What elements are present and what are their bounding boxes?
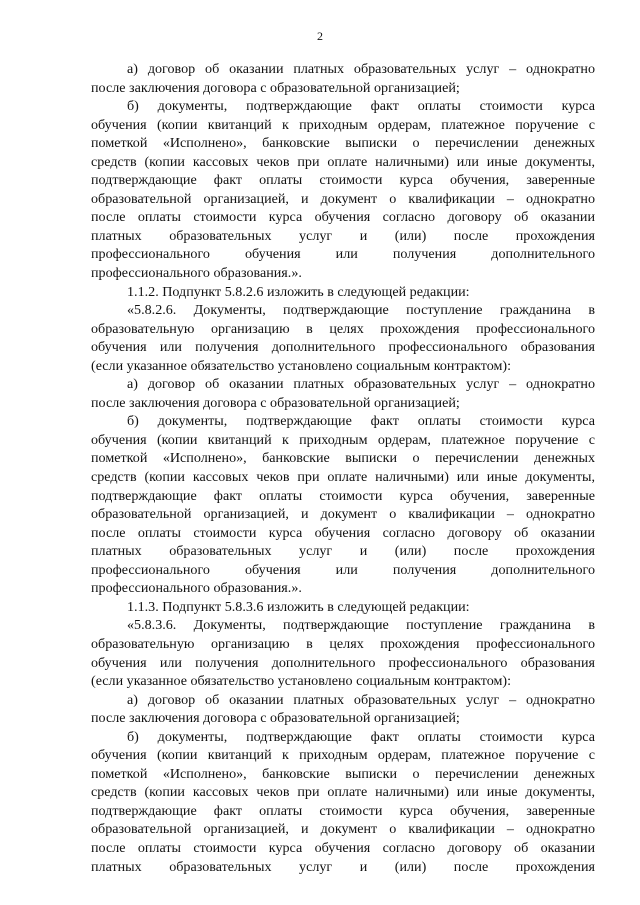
text-line: (если указанное обязательство установлено социальным контрактом): [91,673,512,690]
text-line: «5.8.3.6. Документы, подтверждающие поступление гражданина в [127,617,595,634]
text-line: б) документы, подтверждающие факт оплаты стоимости курса [127,98,595,115]
text-line: 1.1.2. Подпункт 5.8.2.6 изложить в следующей редакции: [127,283,470,300]
text-line: пометкой «Исполнено», банковские выписки о перечислении денежных [91,765,595,782]
text-line: профессионального образования.». [91,265,302,282]
text-line: профессионального обучения или получения дополнительного [91,246,595,263]
text-line: «5.8.2.6. Документы, подтверждающие поступление гражданина в [127,302,595,319]
text-line: образовательную организацию в целях прохождения профессионального [91,320,595,337]
text-line: образовательной организацией, и документ о квалификации – однократно [91,821,595,838]
text-line: б) документы, подтверждающие факт оплаты стоимости курса [127,413,595,430]
text-line: после заключения договора с образовательной организацией; [91,79,460,96]
text-line: подтверждающие факт оплаты стоимости курса обучения, заверенные [91,802,595,819]
text-line: обучения (копии квитанций к приходным ордерам, платежное поручение с [91,747,595,764]
text-line: а) договор об оказании платных образовательных услуг – однократно [127,376,595,393]
text-line: обучения (копии квитанций к приходным ордерам, платежное поручение с [91,116,595,133]
text-line: образовательной организацией, и документ о квалификации – однократно [91,190,595,207]
text-line: а) договор об оказании платных образовательных услуг – однократно [127,691,595,708]
text-line: образовательную организацию в целях прохождения профессионального [91,635,595,652]
text-line: профессионального образования.». [91,580,302,597]
text-line: 1.1.3. Подпункт 5.8.3.6 изложить в следующей редакции: [127,598,470,615]
document-body [91,60,595,876]
text-line: обучения или получения дополнительного профессионального образования [91,654,595,671]
text-line: образовательной организацией, и документ о квалификации – однократно [91,506,595,523]
text-line: платных образовательных услуг и (или) после прохождения [91,858,595,875]
text-line: подтверждающие факт оплаты стоимости курса обучения, заверенные [91,487,595,504]
text-line: после оплаты стоимости курса обучения согласно договору об оказании [91,839,595,856]
text-line: средств (копии кассовых чеков при оплате наличными) или иные документы, [91,784,595,801]
text-line: пометкой «Исполнено», банковские выписки о перечислении денежных [91,450,595,467]
text-line: обучения (копии квитанций к приходным ордерам, платежное поручение с [91,431,595,448]
text-line: (если указанное обязательство установлено социальным контрактом): [91,357,512,374]
text-line: после заключения договора с образовательной организацией; [91,710,460,727]
text-line: после заключения договора с образовательной организацией; [91,394,460,411]
text-line: после оплаты стоимости курса обучения согласно договору об оказании [91,209,595,226]
text-line: платных образовательных услуг и (или) после прохождения [91,227,595,244]
page-number: 2 [317,29,323,43]
text-line: подтверждающие факт оплаты стоимости курса обучения, заверенные [91,172,595,189]
text-line: а) договор об оказании платных образовательных услуг – однократно [127,61,595,77]
text-line: пометкой «Исполнено», банковские выписки о перечислении денежных [91,135,595,152]
text-line: средств (копии кассовых чеков при оплате наличными) или иные документы, [91,153,595,170]
text-line: б) документы, подтверждающие факт оплаты стоимости курса [127,728,595,745]
text-line: средств (копии кассовых чеков при оплате наличными) или иные документы, [91,469,595,486]
text-line: после оплаты стоимости курса обучения согласно договору об оказании [91,524,595,541]
text-line: платных образовательных услуг и (или) после прохождения [91,543,595,560]
text-line: обучения или получения дополнительного профессионального образования [91,339,595,356]
text-line: профессионального обучения или получения дополнительного [91,561,595,578]
